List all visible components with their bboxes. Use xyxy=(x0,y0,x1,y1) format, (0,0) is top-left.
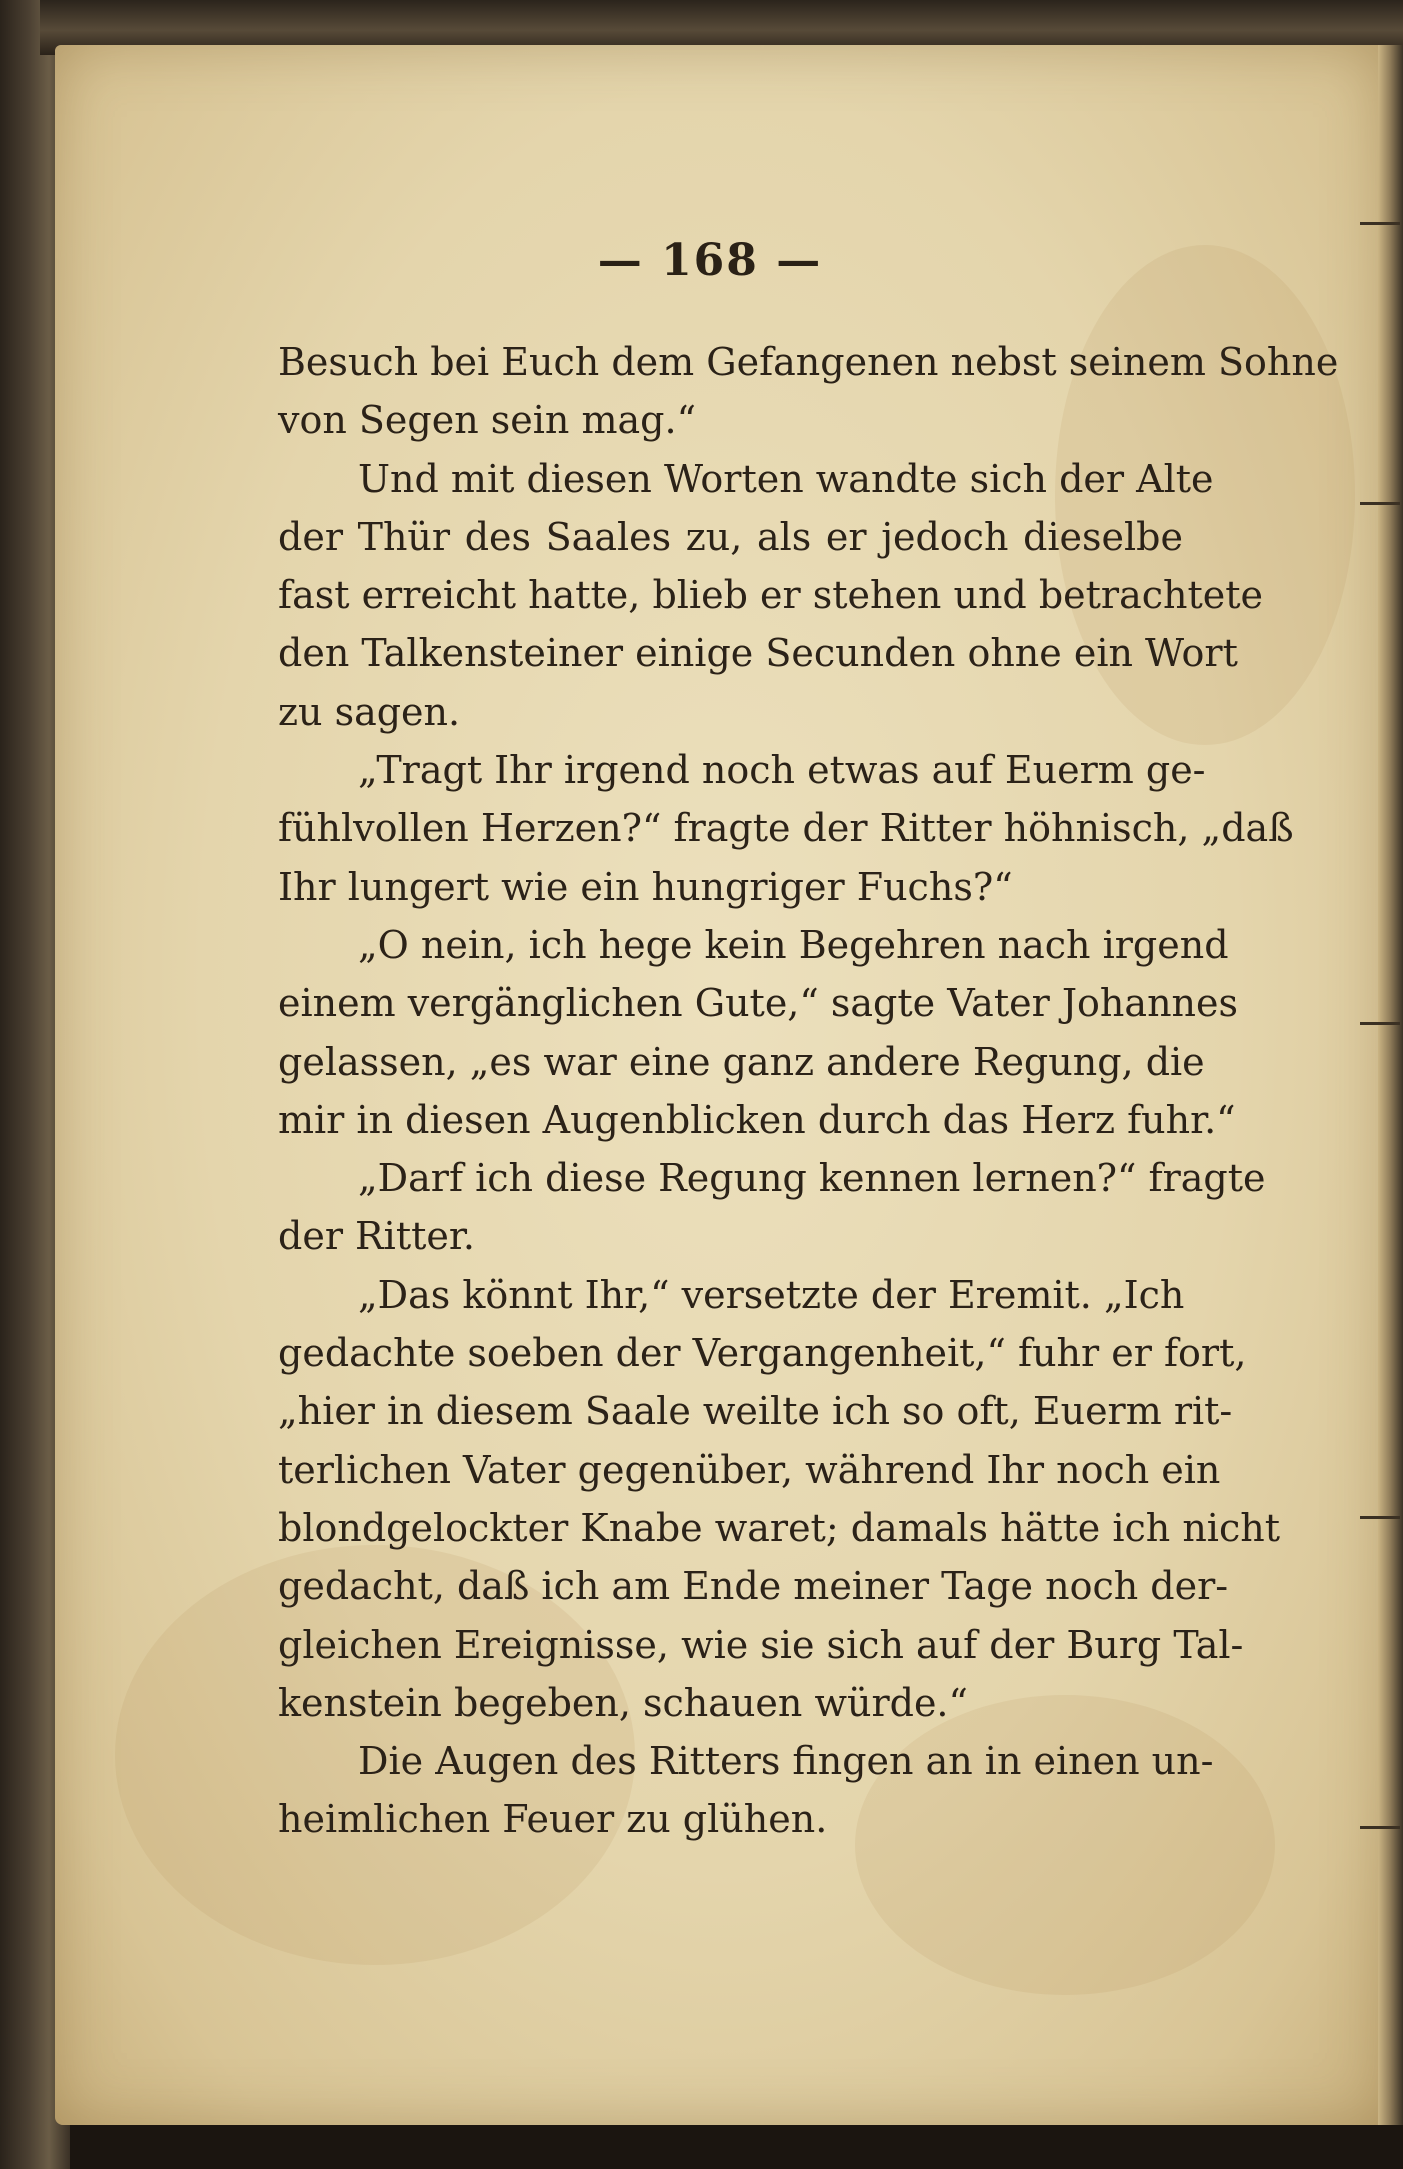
text-line: gelassen, „es war eine ganz andere Regung, die xyxy=(278,1039,1205,1084)
edge-mark xyxy=(1360,222,1400,225)
text-line: „Das könnt Ihr,“ versetzte der Eremit. „Ich xyxy=(358,1272,1185,1317)
edge-mark xyxy=(1360,1826,1400,1829)
text-line: der Ritter. xyxy=(278,1214,475,1259)
text-line: blondgelockter Knabe waret; damals hätte ich nicht xyxy=(278,1505,1280,1550)
text-line: zu sagen. xyxy=(278,689,461,734)
text-line: von Segen sein mag.“ xyxy=(278,398,696,443)
edge-mark xyxy=(1360,502,1400,505)
text-line: der Thür des Saales zu, als er jedoch dieselbe xyxy=(278,514,1183,559)
text-line: „Tragt Ihr irgend noch etwas auf Euerm ge- xyxy=(358,748,1206,793)
page-right-edge xyxy=(1378,45,1403,2125)
text-line: „Darf ich diese Regung kennen lernen?“ fragte xyxy=(358,1156,1266,1201)
text-line: gedachte soeben der Vergangenheit,“ fuhr er fort, xyxy=(278,1331,1247,1376)
text-line: „hier in diesem Saale weilte ich so oft, Euerm rit- xyxy=(278,1389,1233,1434)
text-line: terlichen Vater gegenüber, während Ihr noch ein xyxy=(278,1447,1221,1492)
text-line: fast erreicht hatte, blieb er stehen und betrachtete xyxy=(278,573,1264,618)
edge-mark xyxy=(1360,1516,1400,1519)
text-line: fühlvollen Herzen?“ fragte der Ritter höhnisch, „daß xyxy=(278,806,1294,851)
text-line: Und mit diesen Worten wandte sich der Alte xyxy=(358,456,1214,501)
page-number: — 168 — xyxy=(597,235,823,286)
text-line: „O nein, ich hege kein Begehren nach irgend xyxy=(358,922,1229,967)
text-line: Ihr lungert wie ein hungriger Fuchs?“ xyxy=(278,864,1013,909)
page-text xyxy=(278,333,1339,1849)
text-line: Besuch bei Euch dem Gefangenen nebst seinem Sohne xyxy=(278,340,1339,384)
text-line: gedacht, daß ich am Ende meiner Tage noch der- xyxy=(278,1564,1229,1609)
text-line: den Talkensteiner einige Secunden ohne ein Wort xyxy=(278,631,1238,676)
text-line: heimlichen Feuer zu glühen. xyxy=(278,1797,828,1842)
text-line: mir in diesen Augenblicken durch das Herz fuhr.“ xyxy=(278,1097,1236,1142)
edge-mark xyxy=(1360,1022,1400,1025)
text-line: einem vergänglichen Gute,“ sagte Vater Johannes xyxy=(278,981,1239,1026)
text-line: Die Augen des Ritters fingen an in einen un- xyxy=(358,1739,1214,1784)
text-line: kenstein begeben, schauen würde.“ xyxy=(278,1680,968,1725)
text-line: gleichen Ereignisse, wie sie sich auf der Burg Tal- xyxy=(278,1622,1244,1667)
